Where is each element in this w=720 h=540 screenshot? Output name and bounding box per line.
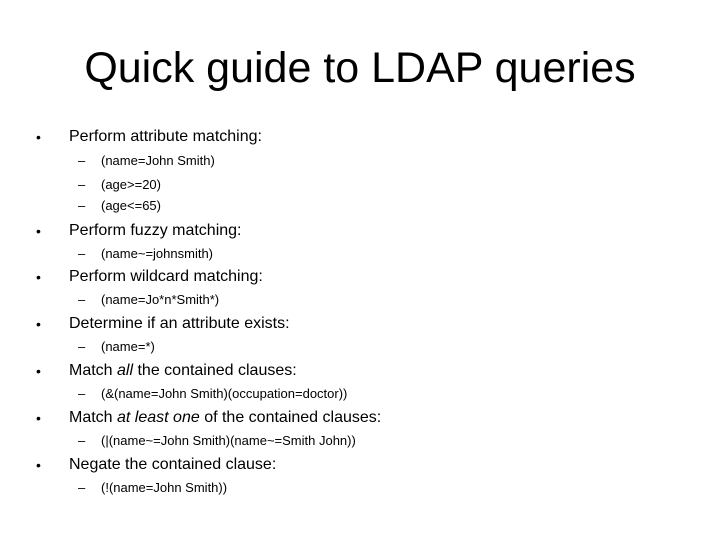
query-example: (name~=johnsmith) <box>101 246 213 261</box>
sub-marker: – <box>78 292 86 307</box>
query-example: (name=Jo*n*Smith*) <box>101 292 220 307</box>
bullet-negate-clause: Negate the contained clause: <box>69 456 277 473</box>
query-example: (age>=20) <box>101 177 161 192</box>
sub-marker: – <box>78 198 86 213</box>
bullet-marker: • <box>36 363 41 379</box>
query-example: (&(name=John Smith)(occupation=doctor)) <box>101 386 348 401</box>
bullet-match-all: Match all the contained clauses: <box>69 362 297 379</box>
bullet-attribute-exists: Determine if an attribute exists: <box>69 315 290 332</box>
bullet-marker: • <box>36 316 41 332</box>
sub-marker: – <box>78 246 86 261</box>
bullet-marker: • <box>36 457 41 473</box>
sub-marker: – <box>78 153 86 168</box>
bullet-fuzzy-matching: Perform fuzzy matching: <box>69 222 242 239</box>
bullet-marker: • <box>36 269 41 285</box>
sub-marker: – <box>78 433 86 448</box>
sub-marker: – <box>78 177 86 192</box>
bullet-marker: • <box>36 223 41 239</box>
bullet-wildcard-matching: Perform wildcard matching: <box>69 268 263 285</box>
bullet-attribute-matching: Perform attribute matching: <box>69 128 262 145</box>
query-example: (name=*) <box>101 339 155 354</box>
sub-marker: – <box>78 480 86 495</box>
query-example: (!(name=John Smith)) <box>101 480 228 495</box>
sub-marker: – <box>78 386 86 401</box>
bullet-marker: • <box>36 129 41 145</box>
query-example: (|(name~=John Smith)(name~=Smith John)) <box>101 433 356 448</box>
bullet-marker: • <box>36 410 41 426</box>
query-example: (age<=65) <box>101 198 161 213</box>
sub-marker: – <box>78 339 86 354</box>
bullet-match-at-least-one: Match at least one of the contained clauses: <box>69 409 382 426</box>
query-example: (name=John Smith) <box>101 153 215 168</box>
slide-title: Quick guide to LDAP queries <box>84 44 636 92</box>
